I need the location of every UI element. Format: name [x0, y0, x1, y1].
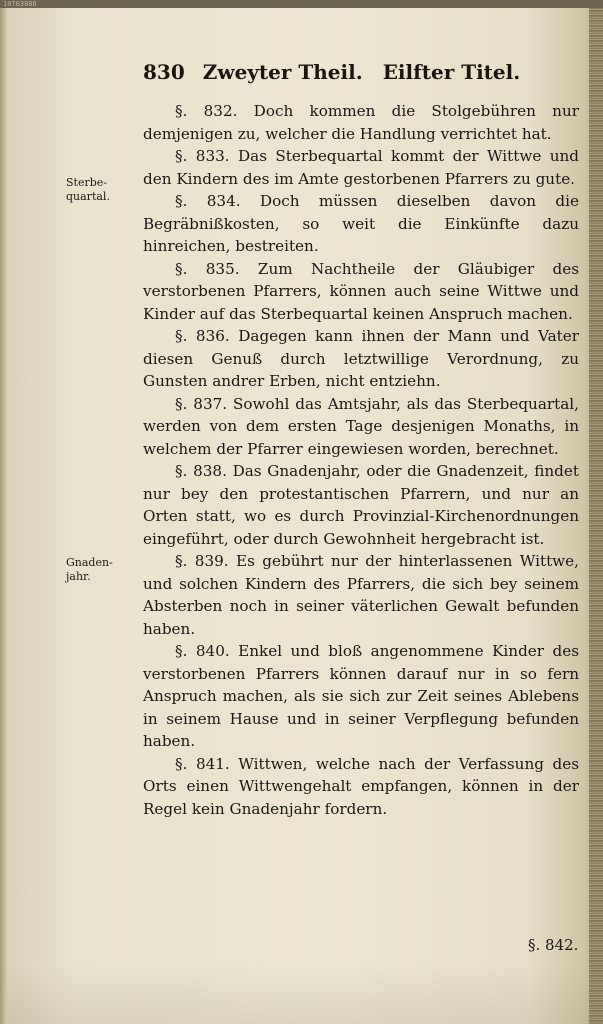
page-number: 830 [143, 60, 185, 84]
paragraph-839: §. 839. Es gebührt nur der hinterlassenen Wittwe, und solchen Kindern des Pfarrers, die sich bey seinem Absterben noch in seiner väterlichen Gewalt befunden haben. [143, 552, 579, 638]
margin-note-sterbequartal: Sterbe- quartal. [66, 176, 110, 203]
paragraph-833: §. 833. Das Sterbequartal kommt der Wittwe und den Kindern des im Amte gestorbenen Pfarrers zu gute. [143, 147, 579, 188]
page-left-edge [0, 8, 7, 1024]
margin-note-gnadenjahr: Gnaden- jahr. [66, 556, 113, 583]
library-stamp: 10703886 [3, 0, 37, 8]
header-title: Eilfter Titel. [382, 60, 521, 84]
paragraph-840: §. 840. Enkel und bloß angenommene Kinder des verstorbenen Pfarrers können darauf nur in so fern Anspruch machen, als sie sich zur Zeit seines Ablebens in seinem Hause und in seiner Verpflegung befunden haben. [143, 642, 579, 750]
paragraph-836: §. 836. Dagegen kann ihnen der Mann und Vater diesen Genuß durch letztwillige Verordnung, zu Gunsten andrer Erben, nicht entziehn. [143, 327, 579, 390]
running-header [143, 60, 521, 84]
paragraph-832: §. 832. Doch kommen die Stolgebühren nur demjenigen zu, welcher die Handlung verrichtet hat. [143, 102, 579, 143]
header-part: Zweyter Theil. [202, 60, 363, 84]
body-text [143, 100, 579, 820]
page-shadow [7, 964, 589, 1024]
paragraph-838: §. 838. Das Gnadenjahr, oder die Gnadenzeit, findet nur bey den protestantischen Pfarrern, und nur an Orten statt, wo es durch Provinzial-Kirchenordnungen eingeführt, oder durch Gewohnheit hergebracht ist. [143, 462, 579, 548]
paragraph-837: §. 837. Sowohl das Amtsjahr, als das Sterbequartal, werden von dem ersten Tage desjenigen Monaths, in welchem der Pfarrer eingewiesen worden, berechnet. [143, 394, 579, 458]
page-right-edge [589, 8, 603, 1024]
top-band [0, 0, 603, 8]
catchword: §. 842. [528, 936, 579, 954]
paragraph-835: §. 835. Zum Nachtheile der Gläubiger des verstorbenen Pfarrers, können auch seine Wittwe und Kinder auf das Sterbequartal keinen Anspruch machen. [143, 259, 579, 323]
paragraph-834: §. 834. Doch müssen dieselben davon die Begräbnißkosten, so weit die Einkünfte dazu hinreichen, bestreiten. [143, 192, 579, 255]
paragraph-841: §. 841. Wittwen, welche nach der Verfassung des Orts einen Wittwengehalt empfangen, können in der Regel kein Gnadenjahr fordern. [143, 754, 579, 818]
